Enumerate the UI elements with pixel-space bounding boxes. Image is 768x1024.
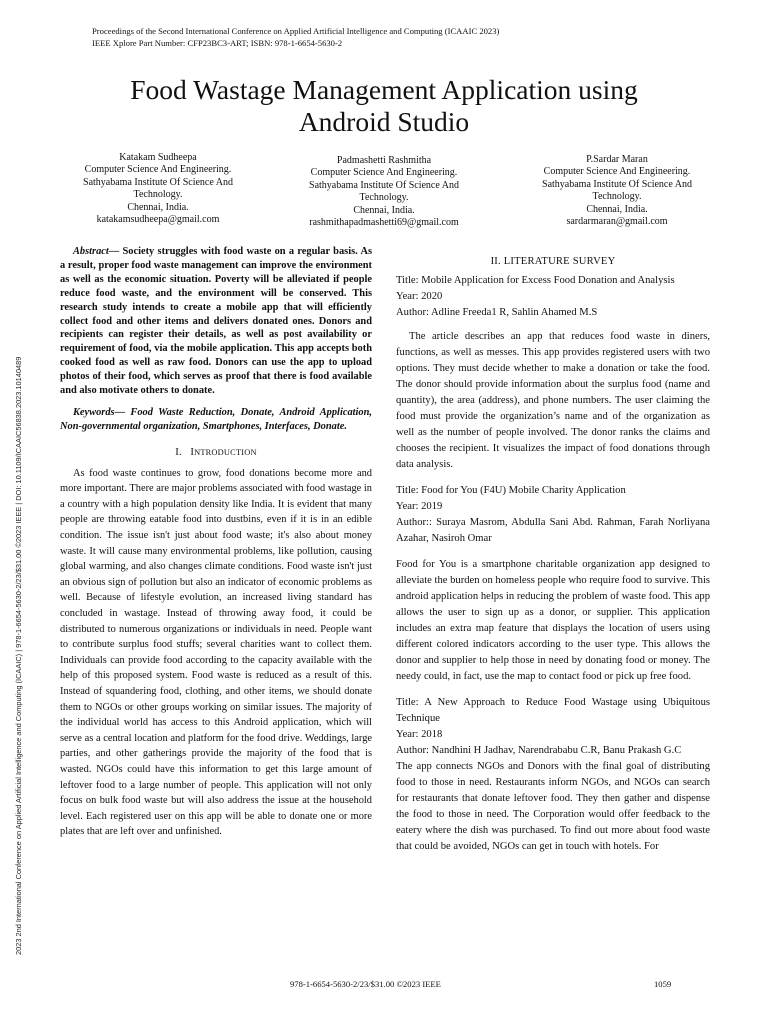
author-inst: Technology. (359, 192, 409, 204)
entry-author: Author: Nandhini H Jadhav, Narendrababu C.R, Banu Prakash G.C (396, 744, 682, 756)
header-line-2: IEEE Xplore Part Number: CFP23BC3-ART; ISBN: 978-1-6654-5630-2 (92, 38, 343, 48)
abstract (60, 245, 372, 398)
entry-author: Author:: Suraya Masrom, Abdulla Sani Abd. Rahman, Farah Norliyana Azahar, Nasiroh Omar (396, 516, 710, 544)
author-inst: Sathyabama Institute Of Science And (542, 178, 692, 190)
author-3 (522, 154, 712, 228)
author-inst: Sathyabama Institute Of Science And (309, 179, 459, 191)
literature-entry (396, 695, 710, 855)
literature-entry (396, 483, 710, 685)
header-line-1: Proceedings of the Second International Conference on Applied Artificial Intelligence and Computing (ICAAIC 2023) (92, 26, 500, 36)
section-heading-literature: II. LITERATURE SURVEY (490, 256, 616, 267)
author-dept: Computer Science And Engineering. (543, 166, 691, 178)
entry-body: Food for You is a smartphone charitable organization app designed to alleviate the burden on homeless people who require food to survive. This android application helps in reducing the problem of waste food. This app allows the user to sign up as a donor, or supplier. This application includes an extra map feature that displays the location of users using different colored indicators according to the user type. This allows the donor and supplier to help those in need by donating food or money. The needy could, in fact, use the map to contact food or pick up free food. (396, 558, 711, 682)
entry-year: Year: 2020 (396, 290, 443, 302)
keywords (60, 406, 372, 434)
abstract-text: Society struggles with food waste on a regular basis. As a result, proper food waste management can improve the environment as well as the economic situation. Poverty will be alleviated if people reduce food waste, and the environment will be conserved. This research study intends to create a mobile app that will efficiently collect food and other items and delivers donated ones. Donors and recipients can register their details, as well as post availability or requirement of food, via the mobile application. This app accepts both cooked food as well as raw food. Donors can use the app to upload photos of their food, which serves as proof that there is food available and also motivate others to donate. (60, 246, 372, 397)
title-line-2: Android Studio (298, 106, 470, 137)
author-name: Padmashetti Rashmitha (336, 155, 432, 166)
author-city: Chennai, India. (353, 204, 415, 216)
footer-copyright: 978-1-6654-5630-2/23/$31.00 ©2023 IEEE (290, 979, 441, 989)
proceedings-header (92, 25, 499, 49)
author-dept: Computer Science And Engineering. (310, 167, 458, 179)
entry-year: Year: 2019 (396, 500, 443, 512)
entry-body: The app connects NGOs and Donors with the final goal of distributing food to those in need. Restaurants inform NGOs, and NGOs can search for restaurants that donate leftover food. They then gather and dispense the food to those in need. The Corporation would offer feedback to the eatery where the dish was purchased. To find out more about food waste that could be avoided, NGOs can get in touch with hotels. For (396, 760, 710, 852)
entry-author: Author: Adline Freeda1 R, Sahlin Ahamed M.S (396, 306, 598, 318)
entry-title: Title: Food for You (F4U) Mobile Charity Application (396, 484, 626, 496)
section-heading-introduction: I. INTRODUCTION (175, 446, 257, 458)
author-name: P.Sardar Maran (586, 154, 648, 165)
author-dept: Computer Science And Engineering. (84, 164, 232, 176)
author-1 (63, 152, 253, 226)
author-email: katakamsudheepa@gmail.com (96, 214, 220, 226)
author-inst: Technology. (592, 191, 642, 203)
author-2 (285, 155, 483, 229)
literature-entry (396, 273, 710, 473)
author-email: sardarmaran@gmail.com (566, 216, 668, 228)
author-email: rashmithapadmashetti69@gmail.com (309, 217, 459, 229)
keywords-text: Food Waste Reduction, Donate, Android Application, Non-governmental organization, Smartphones, Interfaces, Donate. (60, 406, 372, 432)
introduction-text: As food waste continues to grow, food donations become more and more important. There are major problems associated with food wastage in a country with a high population density like India. It is evident that many people are throwing eatable food into dustbins, even if it is in an edible condition. The issue isn't just about food waste; it's also about money waste. It will cause many environmental problems, like pollution, causing global warming, and also changes climate conditions. Food waste isn't just an obvious sign of pollution but also an indicator of economic problems as well. Because of lifestyle evolution, an increased living standard has concluded in wastage. Instead of throwing away food, it could be distributed to numerous organizations or individuals in need. People want to contribute surplus food stuffs; several charities want to collect them. Individuals can provide food according to the capacity available with the help of this proposed system. Food waste is reduced as a result of this. Instead of squandering food, clothing, and other items, we should donate them to NGOs or other groups working on similar issues. The majority of the individual world has access to this Android application, which will serve as a central location and platform for the food drive. Weddings, large parties, and other gatherings provide the majority of the food that is wasted. NGOs could have this information to get this large amount of leftover food to a large number of people. This application will not only focus on bulk food waste but will also address the issue at the household level. Each registered user on this app will be able to donate one or more plates that are left over and unfinished. (60, 467, 372, 838)
author-city: Chennai, India. (586, 203, 648, 215)
right-column (396, 255, 710, 855)
page-number: 1059 (654, 979, 672, 989)
paper-title (60, 74, 708, 138)
author-name: Katakam Sudheepa (119, 152, 197, 163)
entry-year: Year: 2018 (396, 728, 443, 740)
author-city: Chennai, India. (127, 201, 189, 213)
entry-title: Title: A New Approach to Reduce Food Wastage using Ubiquitous Technique (396, 696, 710, 724)
author-inst: Technology. (133, 189, 183, 201)
author-inst: Sathyabama Institute Of Science And (83, 176, 233, 188)
abstract-label: Abstract— (73, 246, 120, 257)
left-column (60, 245, 372, 840)
title-line-1: Food Wastage Management Application using (130, 74, 638, 105)
keywords-label: Keywords— (73, 406, 125, 418)
entry-title: Title: Mobile Application for Excess Food Donation and Analysis (396, 274, 675, 286)
entry-body: The article describes an app that reduces food waste in diners, functions, as well as messes. This app provides registered users with two options. They must decide whether to make a donation or take the food. The donor should provide information about the surplus food (name and quantity), the area (address), and phone numbers. The user claiming the food must provide the organization’s name and of the organization as well as the number of people involved. The donor ranks the claims and chooses the recipient. It visualizes the impact of food donations through data analysis. (396, 330, 710, 470)
doi-sidebar: 2023 2nd International Conference on Applied Artificial Intelligence and Computing (ICAAIC) | 978-1-6654-5630-2/23/$31.00 ©2023 IEEE | DOI: 10.1109/ICAAIC56838.2023.10140489 (14, 356, 23, 955)
